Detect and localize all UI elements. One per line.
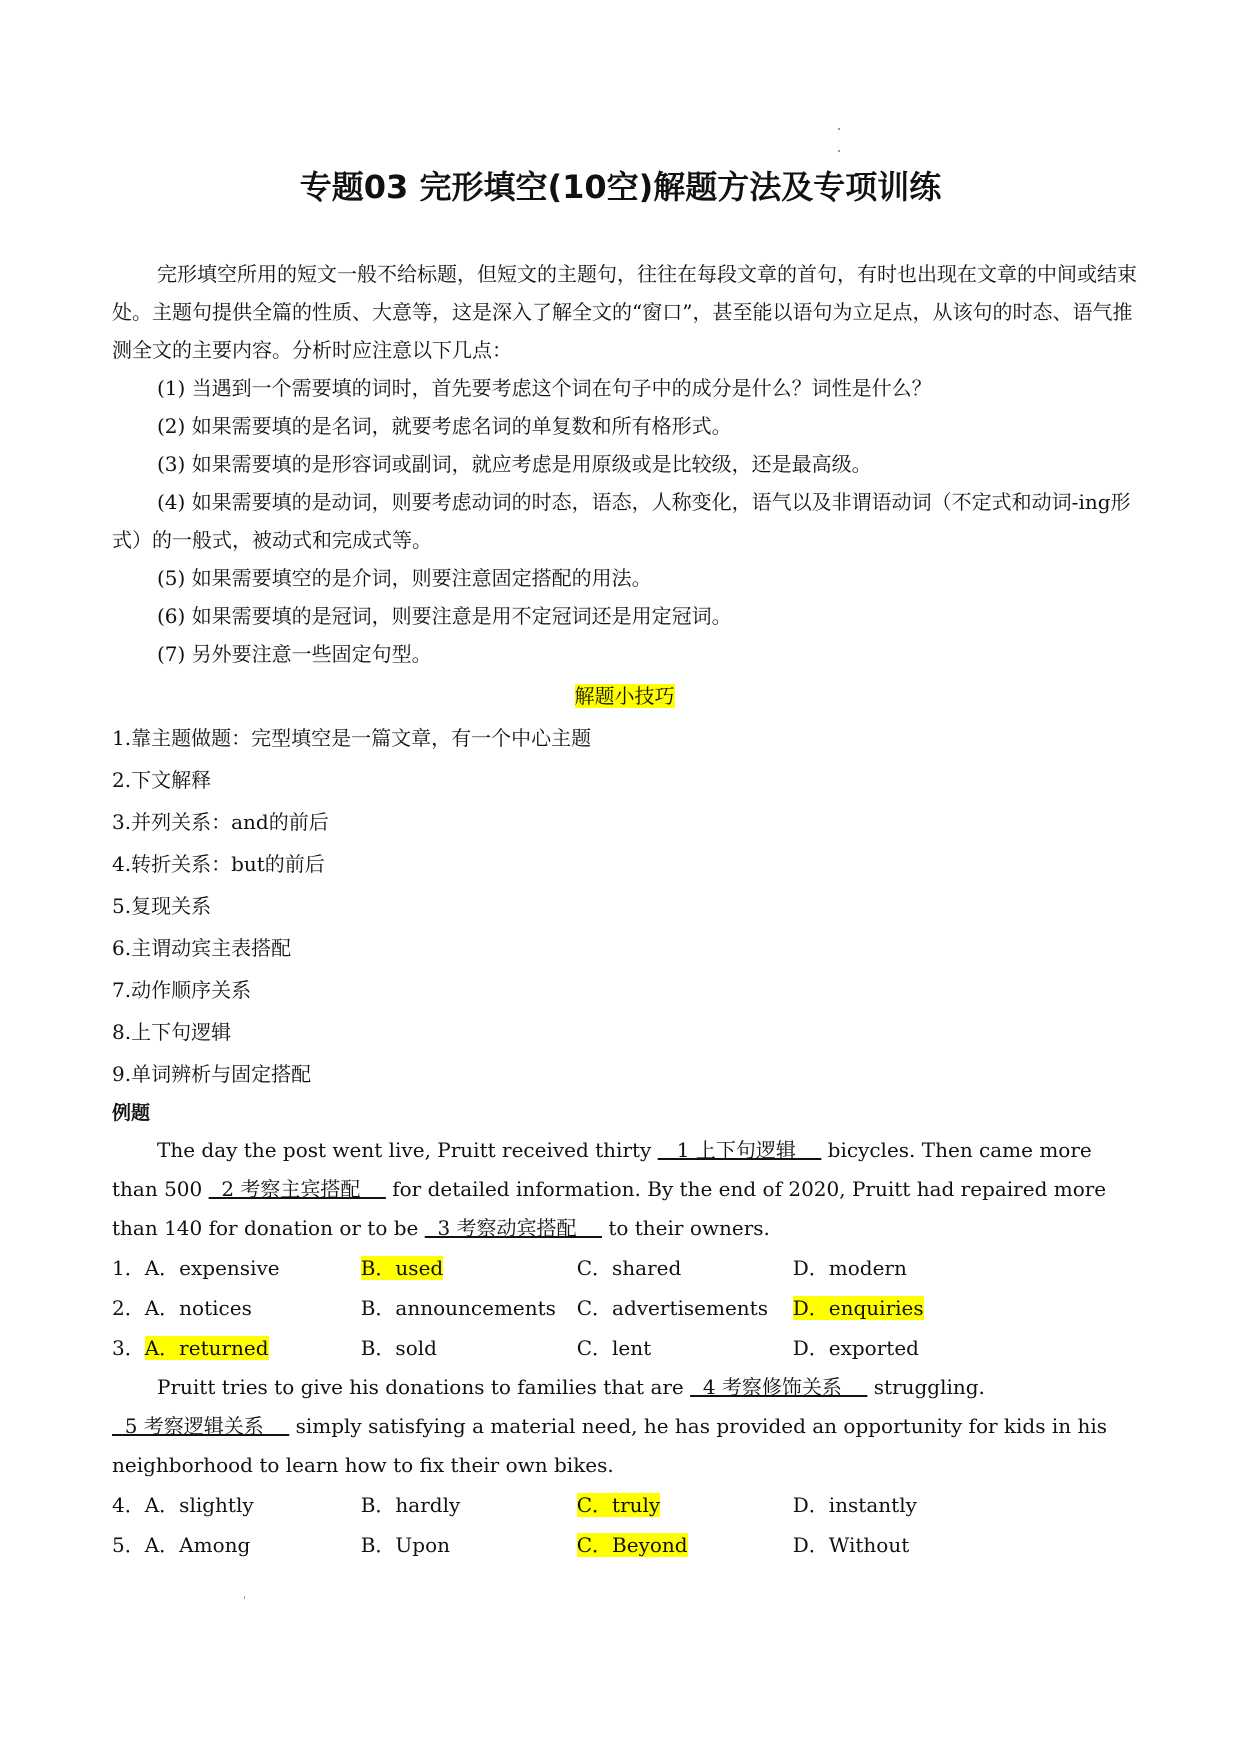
blank-5[interactable]: 5 考察逻辑关系 [112, 1414, 290, 1438]
option[interactable]: A．notices [144, 1296, 252, 1320]
tips-heading: 解题小技巧 [574, 684, 675, 708]
passage-1: The day the post went live, Pruitt received thirty 1 上下句逻辑 bicycles. Then came more than 500 2 考察主宾搭配 for detailed information. By the end of 2020, Pruitt had repaired more than 140 for donation or to be 3 考察动宾搭配 to their owners. [112, 1138, 1107, 1240]
questions-group-1 [112, 1248, 1137, 1368]
option[interactable]: B．sold [360, 1336, 437, 1360]
option[interactable]: C．shared [576, 1256, 682, 1280]
tip-item: 3.并列关系：and的前后 [112, 810, 329, 834]
option[interactable]: A．expensive [144, 1256, 280, 1280]
tip-item: 1.靠主题做题：完型填空是一篇文章，有一个中心主题 [112, 726, 592, 750]
option[interactable]: C．lent [576, 1336, 652, 1360]
option[interactable]: B．hardly [360, 1493, 461, 1517]
scan-mark [838, 128, 840, 130]
question-row [112, 1328, 1137, 1368]
option[interactable]: D．Without [792, 1533, 910, 1557]
question-row [112, 1485, 1137, 1525]
scan-mark [838, 150, 840, 152]
question-row [112, 1525, 1137, 1565]
option[interactable]: C．advertisements [576, 1296, 768, 1320]
point-6: (6) 如果需要填的是冠词，则要注意是用不定冠词还是用定冠词。 [157, 604, 732, 628]
tip-item: 4.转折关系：but的前后 [112, 852, 325, 876]
blank-3[interactable]: 3 考察动宾搭配 [424, 1216, 602, 1240]
option[interactable]: D．modern [792, 1256, 907, 1280]
point-5: (5) 如果需要填空的是介词，则要注意固定搭配的用法。 [157, 566, 652, 590]
option[interactable]: D．exported [792, 1336, 919, 1360]
question-number: 1． [112, 1256, 145, 1280]
passage-2: Pruitt tries to give his donations to families that are 4 考察修饰关系 struggling. 5 考察逻辑关系 simply satisfying a material need, he has provided an opportunity for kids in his neighborhood to learn how to fix their own bikes. [112, 1375, 1108, 1477]
question-number: 4． [112, 1493, 145, 1517]
tip-item: 9.单词辨析与固定搭配 [112, 1062, 312, 1086]
question-number: 3． [112, 1336, 145, 1360]
blank-4[interactable]: 4 考察修饰关系 [690, 1375, 868, 1399]
intro-section [112, 255, 1137, 1565]
option-correct[interactable]: D．enquiries [792, 1296, 924, 1320]
option[interactable]: A．Among [144, 1533, 251, 1557]
page-title: 专题03 完形填空(10空)解题方法及专项训练 [299, 168, 942, 206]
question-number: 2． [112, 1296, 145, 1320]
option-correct[interactable]: A．returned [144, 1336, 269, 1360]
tips-list [112, 717, 1137, 1095]
intro-paragraph: 完形填空所用的短文一般不给标题，但短文的主题句，往往在每段文章的首句，有时也出现在文章的中间或结束处。主题句提供全篇的性质、大意等，这是深入了解全文的“窗口”，甚至能以语句为立足点，从该句的时态、语气推测全文的主要内容。分析时应注意以下几点： [112, 262, 1137, 362]
point-1: (1) 当遇到一个需要填的词时，首先要考虑这个词在句子中的成分是什么？词性是什么？ [157, 376, 932, 400]
example-heading: 例题 [112, 1102, 151, 1124]
scan-mark [244, 1596, 245, 1599]
option[interactable]: A．slightly [144, 1493, 254, 1517]
blank-2[interactable]: 2 考察主宾搭配 [208, 1177, 386, 1201]
question-row [112, 1248, 1137, 1288]
option[interactable]: B．Upon [360, 1533, 451, 1557]
option[interactable]: D．instantly [792, 1493, 917, 1517]
question-number: 5． [112, 1533, 145, 1557]
questions-group-2 [112, 1485, 1137, 1565]
blank-1[interactable]: 1 上下句逻辑 [657, 1138, 822, 1162]
tip-item: 6.主谓动宾主表搭配 [112, 936, 292, 960]
point-3: (3) 如果需要填的是形容词或副词，就应考虑是用原级或是比较级，还是最高级。 [157, 452, 872, 476]
option-correct[interactable]: C．Beyond [576, 1533, 688, 1557]
point-4: (4) 如果需要填的是动词，则要考虑动词的时态，语态，人称变化，语气以及非谓语动词（不定式和动词-ing形式）的一般式，被动式和完成式等。 [112, 490, 1131, 552]
option-correct[interactable]: C．truly [576, 1493, 661, 1517]
option[interactable]: B．announcements [360, 1296, 556, 1320]
tip-item: 5.复现关系 [112, 894, 212, 918]
question-row [112, 1288, 1137, 1328]
option-correct[interactable]: B．used [360, 1256, 444, 1280]
point-2: (2) 如果需要填的是名词，就要考虑名词的单复数和所有格形式。 [157, 414, 732, 438]
tip-item: 7.动作顺序关系 [112, 978, 252, 1002]
tip-item: 8.上下句逻辑 [112, 1020, 232, 1044]
point-7: (7) 另外要注意一些固定句型。 [157, 642, 432, 666]
tip-item: 2.下文解释 [112, 768, 212, 792]
